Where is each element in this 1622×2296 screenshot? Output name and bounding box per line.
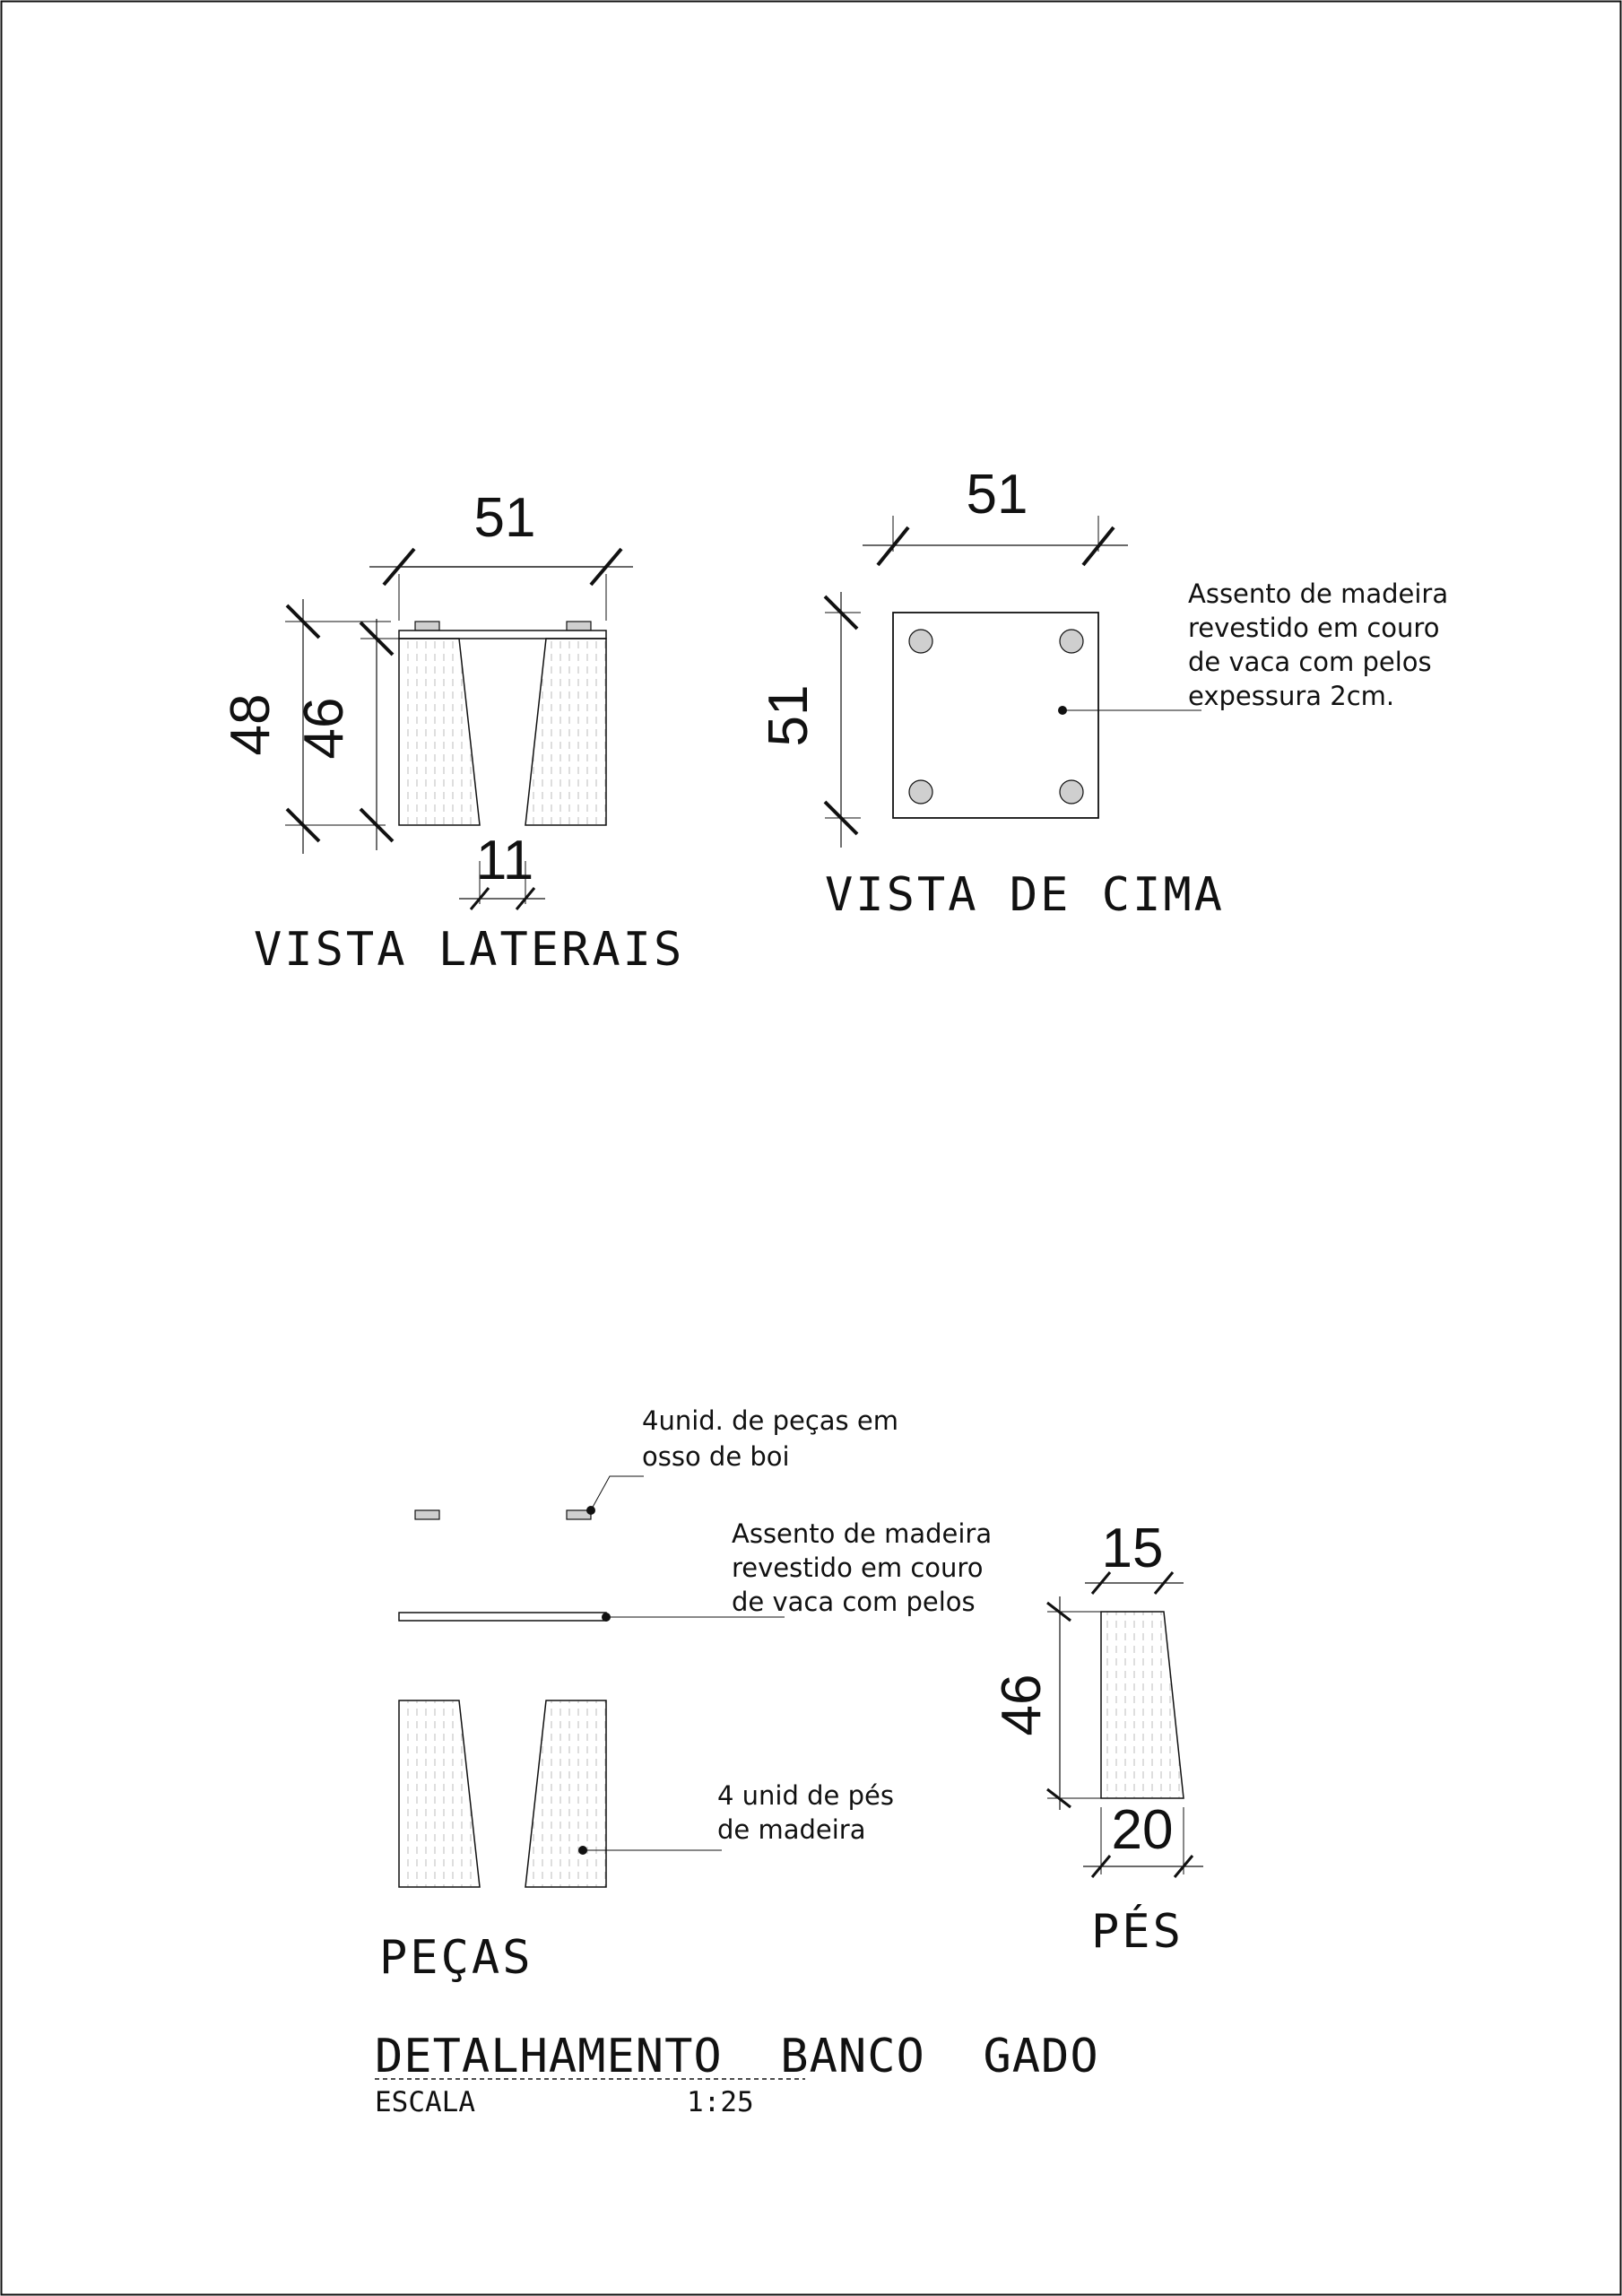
bone-piece-left [415,622,439,631]
leg-left [399,639,480,825]
drawing-title: DETALHAMENTO BANCO GADO [375,2030,1099,2083]
scale-value: 1:25 [687,2086,754,2118]
bone-piece-top [1060,630,1083,653]
title-block [375,2030,1099,2118]
bone-piece-part [415,1510,439,1519]
top-dim-width: 51 [966,464,1028,526]
top-view-note: Assento de madeira revestido em couro de vaca com pelos expessura 2cm. [1188,578,1449,711]
leg-part-left [399,1700,480,1887]
scale-label: ESCALA [375,2086,475,2118]
bone-piece-right [567,622,591,631]
side-dim-total-height: 48 [220,693,282,756]
leg-view [991,1518,1203,1959]
parts-note-bone: 4unid. de peças em osso de boi [642,1405,898,1472]
side-dim-width: 51 [473,487,536,549]
parts-note-legs: 4 unid de pés de madeira [717,1780,894,1845]
bone-piece-top [909,630,932,653]
parts-view [379,1405,1000,1985]
side-dim-leg-height: 46 [293,697,355,760]
bone-piece-top [1060,780,1083,804]
leg-dim-height: 46 [991,1674,1053,1736]
leg-detail [1101,1612,1184,1798]
side-view-label: VISTA LATERAIS [254,923,685,977]
leg-right [525,639,606,825]
side-dim-leg-base: 11 [475,830,534,891]
leg-dim-top: 15 [1101,1518,1164,1579]
top-dim-depth: 51 [758,684,820,747]
seat-slab [399,631,606,639]
parts-note-seat: Assento de madeira revestido em couro de vaca com pelos [732,1518,993,1617]
leg-view-label: PÉS [1091,1905,1184,1959]
parts-view-label: PEÇAS [379,1931,533,1985]
bone-piece-top [909,780,932,804]
top-view [758,464,1456,922]
leg-dim-bottom: 20 [1111,1799,1174,1861]
seat-part [399,1613,606,1621]
sheet-border [2,2,1621,2295]
side-view [220,487,684,977]
leg-part-right [525,1700,606,1887]
top-view-label: VISTA DE CIMA [825,868,1225,922]
